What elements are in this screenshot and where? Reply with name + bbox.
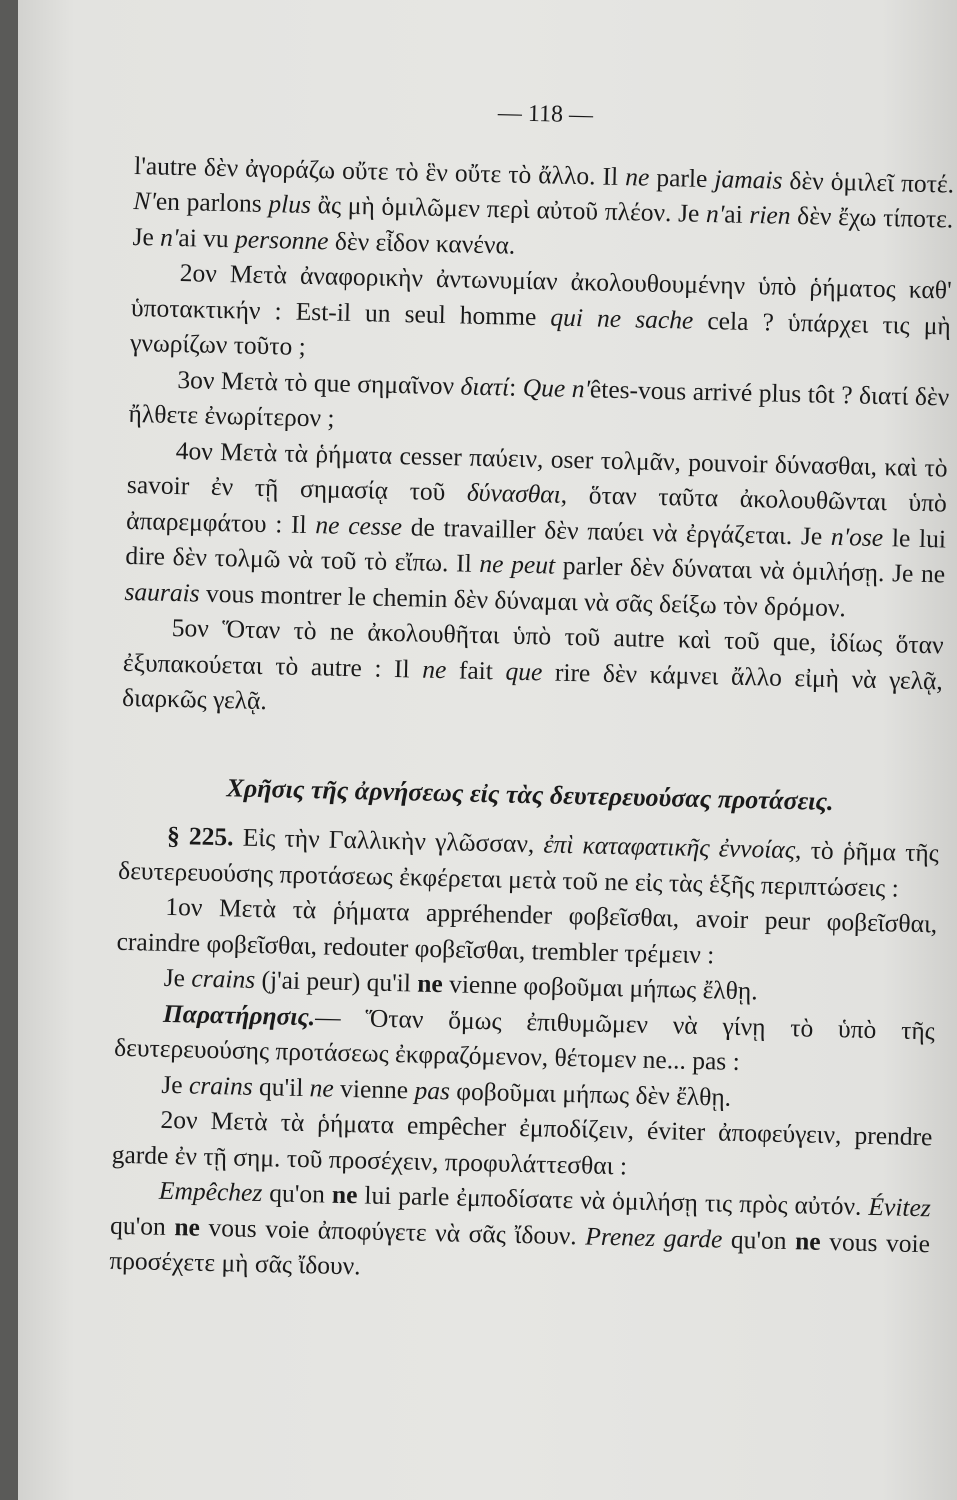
italic-run: ἐπὶ καταφατικῆς ἐννοίας [543, 829, 796, 865]
italic-run: N' [133, 185, 157, 216]
italic-run: ne [309, 1072, 335, 1103]
italic-run: Empêchez [158, 1175, 263, 1208]
text-run: parler δὲν δύναται νὰ ὁμιλήσῃ. Je ne [554, 550, 946, 589]
italic-run: n' [159, 222, 179, 252]
text-run: ἂς μὴ ὁμιλῶμεν περὶ αὐτοῦ πλέον. Je [310, 190, 707, 228]
text-run: 2ον Μετὰ ἀναφορικὴν ἀντωνυμίαν ἀκολουθουμένην ὑπὸ ῥήματος καθ' ὑποτακτικήν : Est-il un seul homme [130, 258, 952, 331]
book-page [18, 0, 957, 1500]
text-run: (j'ai peur) qu'il [254, 964, 418, 998]
text-run: δὲν εἶδον κανένα. [328, 225, 516, 260]
text-run: vous montrer le chemin δὲν δύναμαι νὰ σᾶς δείξω τὸν δρόμον. [199, 578, 847, 622]
text-run: cela ? ὑπάρχει τις μὴ γνωρίζων τοῦτο ; [129, 305, 952, 361]
text-run: le lui dire δὲν τολμῶ νὰ τοῦ τὸ εἴπω. Il [125, 522, 947, 578]
paragraph-top-5 [122, 609, 944, 734]
text-run: : [508, 372, 524, 402]
text-run: vienne φοβοῦμαι μήπως ἔλθῃ. [442, 969, 758, 1006]
italic-run: ne cesse [315, 509, 403, 541]
italic-run: crains [191, 963, 256, 994]
text-run: ai [723, 199, 750, 229]
text-run: vous voie προσέχετε μὴ σᾶς ἴδουν. [109, 1226, 931, 1281]
text-run: 2ον Μετὰ τὰ ῥήματα empêcher ἐμποδίζειν, éviter ἀποφεύγειν, prendre garde ἐν τῇ σημ. τοῦ προσέχειν, προφυλάττεσθαι : [111, 1104, 933, 1180]
text-run: 1ον Μετὰ τὰ ῥήματα appréhender φοβεῖσθαι, avoir peur φοβεῖσθαι, craindre φοβεῖσθαι, redouter φοβεῖσθαι, trembler τρέμειν : [116, 891, 938, 969]
bold-run: ne [794, 1225, 822, 1256]
text-run: 3ον Μετὰ τὸ que σημαῖνον [177, 364, 461, 400]
section-heading: Χρῆσις τῆς ἀρνήσεως εἰς τὰς δευτερευούσας προτάσεις. [226, 772, 834, 816]
text-run: de travailler δὲν παύει νὰ ἐργάζεται. Je [401, 511, 832, 551]
italic-run: que [505, 656, 543, 686]
text-run: Je [161, 1069, 190, 1099]
text-run: qu'on [722, 1224, 796, 1255]
text-run: 5ον Ὅταν τὸ ne ἀκολουθῆται ὑπὸ τοῦ autre καὶ τοῦ que, ἰδίως ὅταν ἐξυπακούεται τὸ autre : Il [122, 612, 944, 684]
italic-run: δύνασθαι [466, 477, 562, 509]
text-run: , ὅταν ταῦτα ἀκολουθῶνται ὑπὸ ἀπαρεμφάτου : Il [125, 479, 948, 539]
italic-run: pas [414, 1075, 451, 1105]
text-run: lui parle ἐμποδίσατε νὰ ὁμιλήσῃ τις πρὸς αὐτόν. [357, 1180, 869, 1221]
text-run: Je [163, 962, 192, 993]
text-run: vienne [333, 1073, 415, 1105]
bold-run: ne [174, 1211, 201, 1242]
italic-run: plus [268, 189, 312, 219]
italic-run: qui ne sache [550, 301, 694, 335]
italic-run: jamais [714, 163, 783, 195]
text-run: qu'on [262, 1178, 333, 1209]
text-run: ai vu [178, 222, 236, 253]
text-run: φοβοῦμαι μήπως δὲν ἔλθῃ. [449, 1075, 732, 1112]
bold-run: ne [331, 1179, 358, 1210]
italic-run: διατί [460, 370, 510, 402]
bold-run: § 225. [166, 820, 234, 852]
text-run: en parlons [155, 186, 269, 219]
text-run: vous voie ἀποφύγετε νὰ σᾶς ἴδουν. [199, 1212, 586, 1250]
text-run: rire δὲν κάμνει ἄλλο εἰμὴ νὰ γελᾷ, διαρκῶς γελᾷ. [121, 656, 944, 716]
bold-run: ne [416, 968, 444, 999]
text-run: Εἰς τὴν Γαλλικὴν γλῶσσαν, [233, 822, 544, 859]
text-run: êtes-vous arrivé plus tôt ? διατί δὲν ἤλθετε ἐνωρίτερον ; [128, 373, 950, 433]
text-run: δὲν ὁμιλεῖ ποτέ. [782, 165, 955, 199]
page-number: — 118 — [497, 100, 594, 129]
italic-run: crains [188, 1069, 254, 1101]
paragraph-example-3 [109, 1172, 931, 1297]
paragraph-top-4 [124, 431, 948, 627]
paragraph-top-1 [132, 147, 954, 272]
italic-run: ne [421, 654, 447, 684]
text-run: δὲν ἔχω τίποτε. Je [132, 200, 954, 252]
bold-italic-run: Παρατήρησις. [162, 998, 316, 1031]
page-text [109, 88, 956, 1297]
italic-run: n'ose [830, 521, 884, 552]
text-run: — Ὅταν ὅμως ἐπιθυμῶμεν νὰ γίνῃ τὸ ὑπὸ τῆς δευτερευούσης προτάσεως ἐκφραζόμενον, θέτομεν ne... pas : [113, 1001, 936, 1076]
italic-run: ne [624, 161, 650, 192]
italic-run: rien [749, 199, 791, 230]
italic-run: Évitez [868, 1191, 932, 1223]
text-run: l'autre δὲν ἀγοράζω οὔτε τὸ ἓν οὔτε τὸ ἄλλο. Il [133, 150, 626, 191]
text-run: , τὸ ῥῆμα τῆς δευτερευούσης προτάσεως ἐκφέρεται μετὰ τοῦ ne εἰς τὰς ἑξῆς περιπτώσεις : [117, 835, 940, 903]
italic-run: Prenez garde [585, 1220, 723, 1254]
italic-run: saurais [124, 576, 201, 608]
italic-run: n' [705, 198, 725, 229]
text-run: parle [649, 162, 715, 193]
text-run: 4ον Μετὰ τὰ ῥήματα cesser παύειν, oser τολμᾶν, pouvoir δύνασθαι, καὶ τὸ savoir ἐν τῇ σημασίᾳ τοῦ [126, 435, 948, 507]
text-run: qu'on [109, 1210, 175, 1241]
italic-run: personne [234, 223, 329, 255]
text-run: qu'il [252, 1071, 311, 1102]
paragraph-top-2 [130, 254, 952, 379]
italic-run: Que n' [522, 372, 591, 403]
text-run: fait [446, 654, 506, 686]
italic-run: ne peut [479, 548, 556, 580]
